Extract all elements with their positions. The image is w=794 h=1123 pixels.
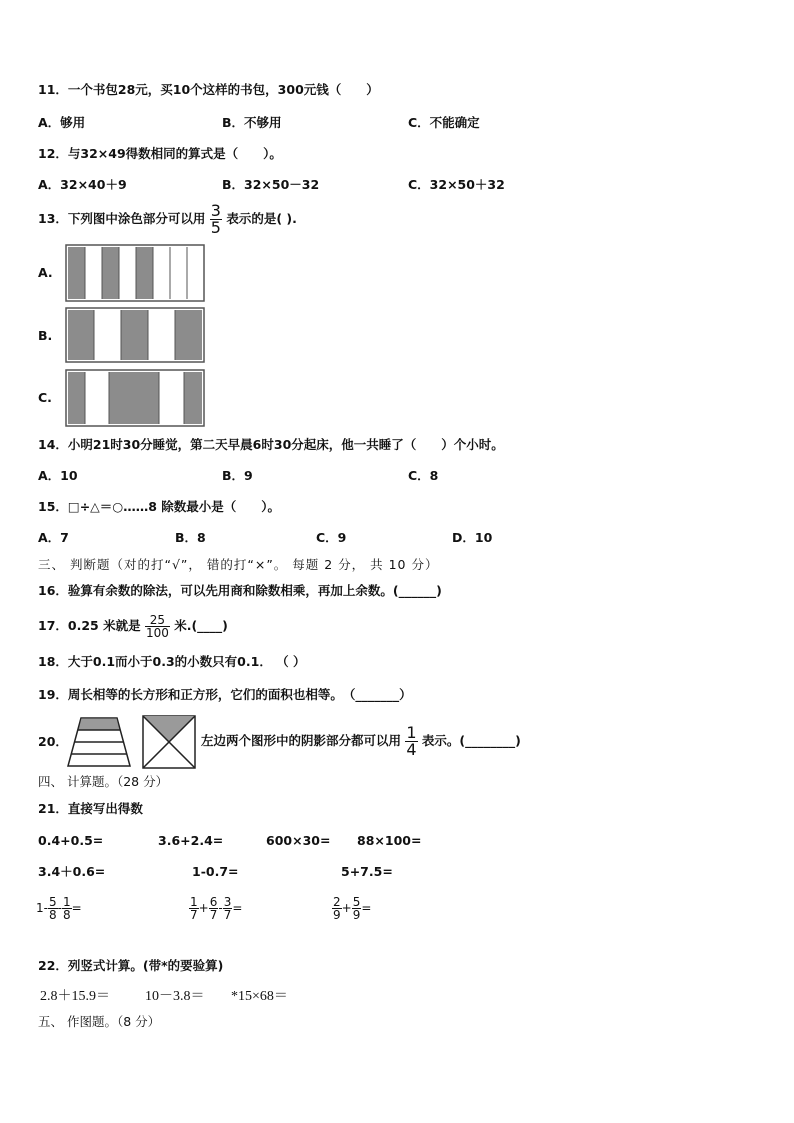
fraction: $\frac{1}{8}$ [62, 895, 71, 922]
fraction-expression-1 [36, 889, 82, 927]
calc-item: 5+7.5= [341, 864, 393, 879]
fraction-expression-2 [189, 889, 242, 927]
shaded-part [78, 718, 120, 730]
shaded-strip [68, 247, 85, 299]
shaded-strip [136, 247, 153, 299]
question-18: 18．大于0.1而小于0.3的小数只有0.1． （ ） [38, 654, 306, 669]
fraction: $\frac{2}{9}$ [333, 895, 341, 922]
option-b: B．不够用 [222, 115, 282, 130]
trapezoid-figure [66, 716, 132, 768]
question-13-tail: 表示的是( ). [226, 211, 297, 226]
option-c: C．9 [316, 530, 347, 545]
question-20-label: 20． [38, 734, 68, 749]
option-a-figure [65, 244, 205, 302]
question-21-title: 21．直接写出得数 [38, 801, 143, 816]
option-d: D．10 [452, 530, 493, 545]
question-16: 16．验算有余数的除法，可以先用商和除数相乘，再加上余数。(______) [38, 583, 442, 598]
option-a: A．32×40＋9 [38, 177, 127, 192]
question-20 [201, 722, 521, 760]
question-22-title: 22．列竖式计算。(带*的要验算) [38, 958, 224, 973]
question-15: 15．□÷△＝○……8 除数最小是（ ）。 [38, 499, 280, 514]
question-19: 19．周长相等的长方形和正方形，它们的面积也相等。 （_______） [38, 687, 412, 702]
square-figure [141, 714, 197, 770]
equals: = [71, 901, 82, 915]
question-20-tail: 表示。(________) [421, 733, 521, 748]
operator: + [198, 901, 209, 915]
question-11: 11．一个书包28元，买10个这样的书包，300元钱（ ） [38, 82, 379, 97]
option-b: B．8 [175, 530, 206, 545]
option-a: A．7 [38, 530, 69, 545]
calc-item: 3.4＋0.6= [38, 864, 106, 879]
option-c: C. [38, 390, 52, 405]
fraction: $\frac{1}{7}$ [190, 895, 198, 922]
option-a: A．10 [38, 468, 78, 483]
option-b-figure [65, 307, 205, 363]
fraction: $\frac{3}{7}$ [223, 895, 232, 922]
question-14: 14．小明21时30分睡觉，第二天早晨6时30分起床，他一共睡了（ ）个小时。 [38, 437, 504, 452]
fraction-1-4: $\frac{1}{4}$ [406, 723, 417, 759]
option-c: C．32×50＋32 [408, 177, 505, 192]
fraction: $\frac{5}{8}$ [48, 895, 57, 922]
option-b: B．9 [222, 468, 253, 483]
operator: + [341, 901, 352, 915]
calc-item: 3.6+2.4= [158, 833, 224, 848]
operator: - [218, 901, 223, 915]
calc-item: 0.4+0.5= [38, 833, 104, 848]
option-c-figure [65, 369, 205, 427]
shaded-strip [175, 310, 202, 360]
question-12: 12．与32×49得数相同的算式是（ ）。 [38, 146, 282, 161]
option-c: C．不能确定 [408, 115, 480, 130]
fraction: $\frac{5}{9}$ [352, 895, 361, 922]
question-17-text: 17．0.25 米就是 [38, 618, 141, 633]
shaded-strip [68, 372, 85, 424]
vertical-calc-item: 10－3.8＝ [145, 989, 205, 1004]
section-5-heading: 五、 作图题。（8 分） [38, 1014, 161, 1029]
fraction: $\frac{6}{7}$ [209, 895, 218, 922]
option-b: B．32×50－32 [222, 177, 320, 192]
vertical-calc-item: *15×68＝ [231, 989, 288, 1004]
option-a: A. [38, 265, 53, 280]
section-4-heading: 四、 计算题。（28 分） [38, 774, 169, 789]
option-b: B. [38, 328, 53, 343]
expr-text: 1- [36, 901, 48, 915]
operator: - [57, 901, 62, 915]
calc-item: 600×30= [266, 833, 331, 848]
option-c: C．8 [408, 468, 439, 483]
fraction-expression-3 [332, 889, 371, 927]
vertical-calc-item: 2.8＋15.9＝ [40, 989, 110, 1004]
calc-item: 1-0.7= [192, 864, 239, 879]
shaded-strip [68, 310, 94, 360]
question-13-text: 13．下列图中涂色部分可以用 [38, 211, 206, 226]
section-3-heading: 三、 判断题（对的打“√”， 错的打“×”。 每题 2 分， 共 10 分） [38, 557, 439, 572]
shaded-strip [109, 372, 159, 424]
equals: = [232, 901, 243, 915]
question-13 [38, 201, 297, 237]
question-17 [38, 606, 228, 646]
question-17-tail: 米.(____) [174, 618, 228, 633]
fraction-25-100: $\frac{25}{100}$ [145, 613, 169, 640]
calc-item: 88×100= [357, 833, 422, 848]
shaded-strip [184, 372, 202, 424]
shaded-strip [121, 310, 148, 360]
question-20-text: 左边两个图形中的阴影部分都可以用 [201, 733, 402, 748]
equals: = [361, 901, 372, 915]
shaded-strip [102, 247, 119, 299]
fraction-3-5: $\frac{3}{5}$ [210, 201, 221, 237]
option-a: A．够用 [38, 115, 86, 130]
